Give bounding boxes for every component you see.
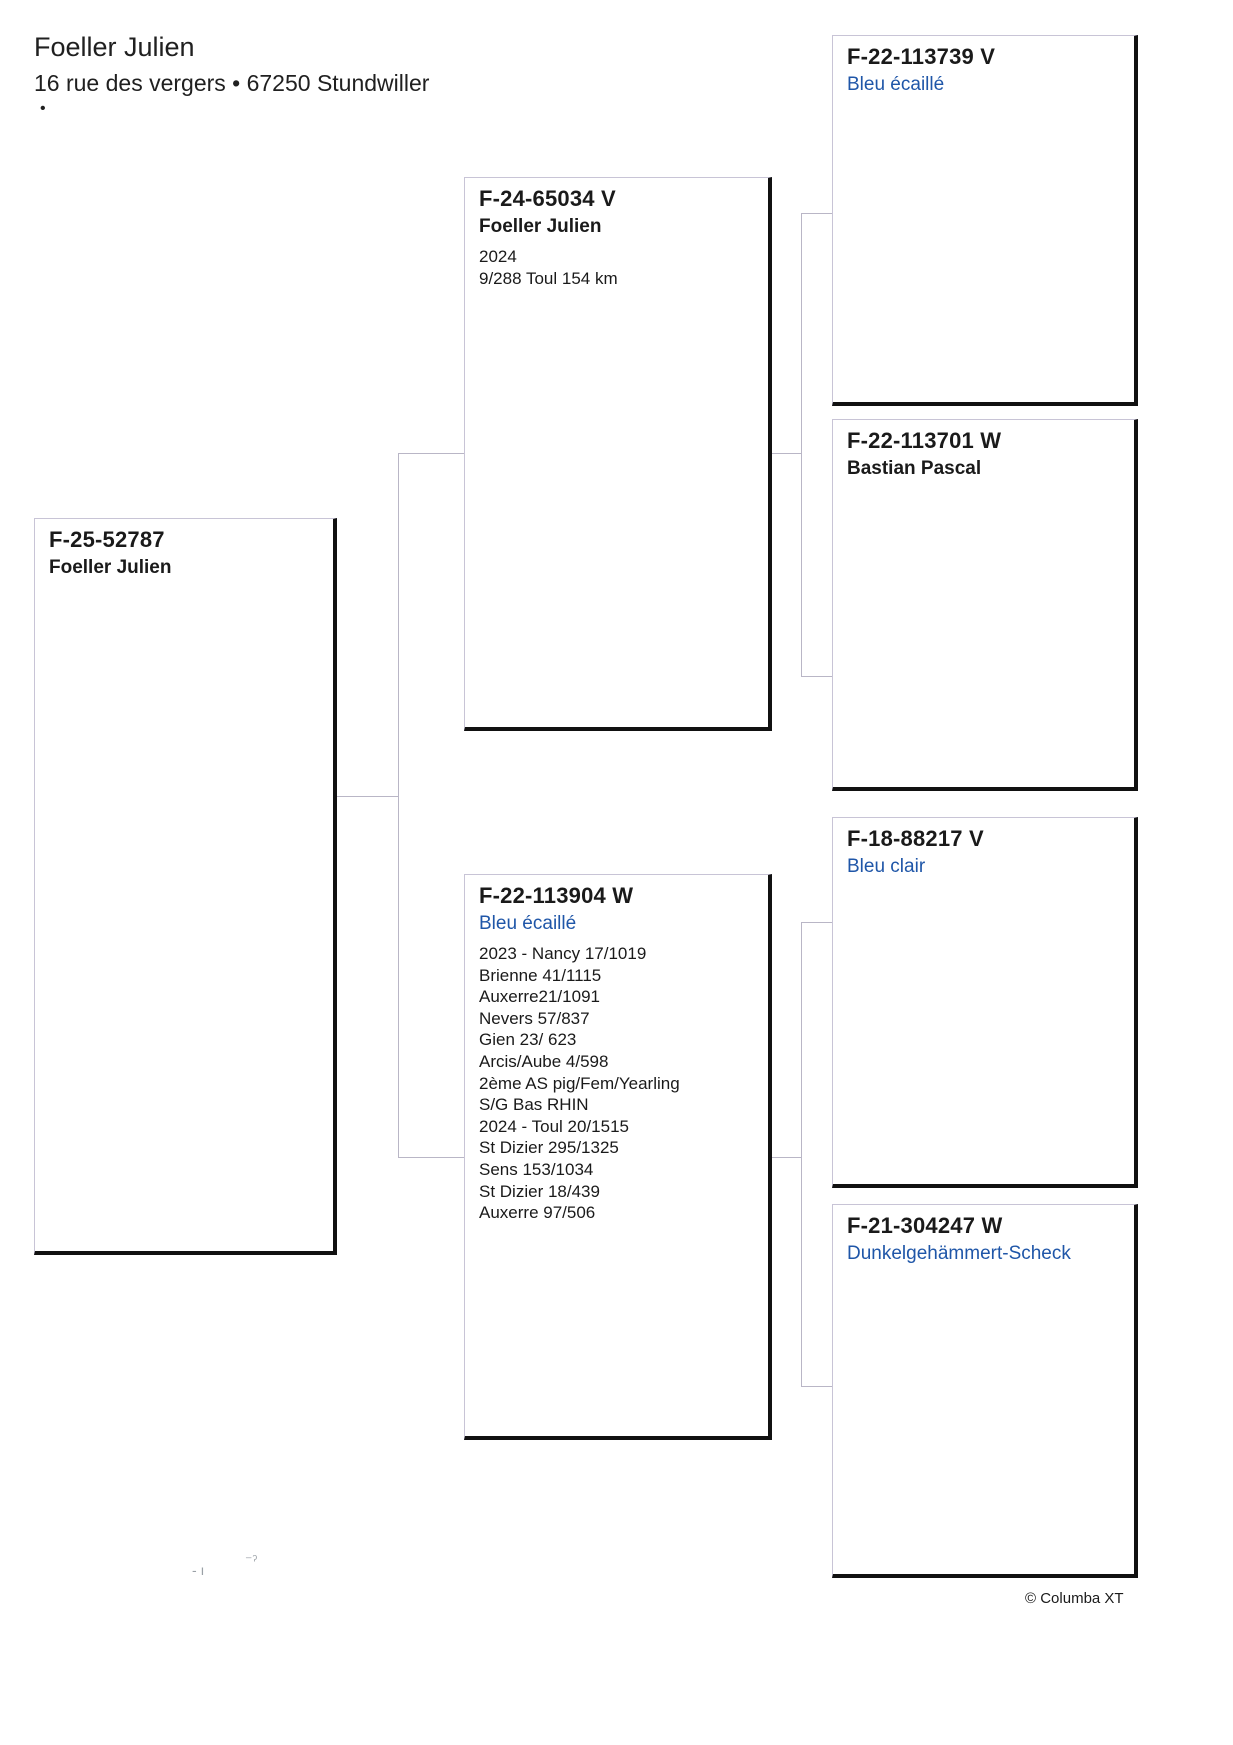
breeder-name: Bastian Pascal: [847, 458, 982, 479]
ring-number: F-21-304247 W: [847, 1213, 1003, 1238]
copyright-notice: © Columba XT: [1025, 1590, 1124, 1607]
performance-notes: [479, 246, 754, 289]
note-line: Arcis/Aube 4/598: [479, 1051, 609, 1071]
pigeon-card-sire-dam: [832, 419, 1138, 791]
connector-sire-out: [772, 453, 802, 454]
connector-parents-vertical: [398, 453, 399, 1158]
connector-dam-vertical: [801, 922, 802, 1387]
ring-number: F-22-113739 V: [847, 44, 996, 69]
pigeon-card-sire-sire: [832, 35, 1138, 406]
pigeon-card-subject: [34, 518, 337, 1255]
connector-to-dam: [398, 1157, 464, 1158]
note-line: Auxerre 97/506: [479, 1203, 596, 1223]
ring-number: F-25-52787: [49, 527, 165, 552]
note-line: Gien 23/ 623: [479, 1030, 577, 1050]
connector-subject-out: [337, 796, 399, 797]
scan-smudge: - ı: [192, 1562, 205, 1578]
ring-number: F-22-113904 W: [479, 883, 634, 908]
note-line: 2ème AS pig/Fem/Yearling: [479, 1073, 680, 1093]
owner-name: Foeller Julien: [34, 32, 195, 62]
note-line: St Dizier 295/1325: [479, 1138, 619, 1158]
pigeon-card-dam-dam: [832, 1204, 1138, 1578]
pigeon-card-sire: [464, 177, 772, 731]
connector-to-dam-sire: [801, 922, 832, 923]
connector-dam-out: [772, 1157, 802, 1158]
breeder-name: Foeller Julien: [479, 216, 602, 237]
note-line: Sens 153/1034: [479, 1159, 594, 1179]
connector-sire-vertical: [801, 213, 802, 677]
note-line: S/G Bas RHIN: [479, 1095, 589, 1115]
note-line: 9/288 Toul 154 km: [479, 268, 618, 288]
ring-number: F-18-88217 V: [847, 826, 984, 851]
note-line: Auxerre21/1091: [479, 987, 600, 1007]
pigeon-color: Dunkelgehämmert-Scheck: [847, 1243, 1071, 1264]
connector-to-sire-sire: [801, 213, 832, 214]
pigeon-color: Bleu écaillé: [847, 74, 945, 95]
breeder-name: Foeller Julien: [49, 557, 172, 578]
connector-to-sire-dam: [801, 676, 832, 677]
pigeon-card-dam: [464, 874, 772, 1440]
ring-number: F-24-65034 V: [479, 186, 616, 211]
scan-smudge: ⁻ˀ: [245, 1552, 258, 1568]
note-line: 2024: [479, 247, 517, 266]
owner-bullet: •: [40, 100, 46, 117]
pigeon-card-dam-sire: [832, 817, 1138, 1188]
note-line: Brienne 41/1115: [479, 965, 602, 985]
ring-number: F-22-113701 W: [847, 428, 1002, 453]
pigeon-color: Bleu clair: [847, 856, 926, 877]
note-line: Nevers 57/837: [479, 1008, 590, 1028]
note-line: 2024 - Toul 20/1515: [479, 1116, 629, 1136]
owner-address: 16 rue des vergers • 67250 Stundwiller: [34, 70, 430, 96]
connector-to-dam-dam: [801, 1386, 832, 1387]
note-line: 2023 - Nancy 17/1019: [479, 944, 647, 963]
pigeon-color: Bleu écaillé: [479, 913, 577, 934]
performance-notes: [479, 943, 754, 1224]
connector-to-sire: [398, 453, 464, 454]
note-line: St Dizier 18/439: [479, 1181, 600, 1201]
